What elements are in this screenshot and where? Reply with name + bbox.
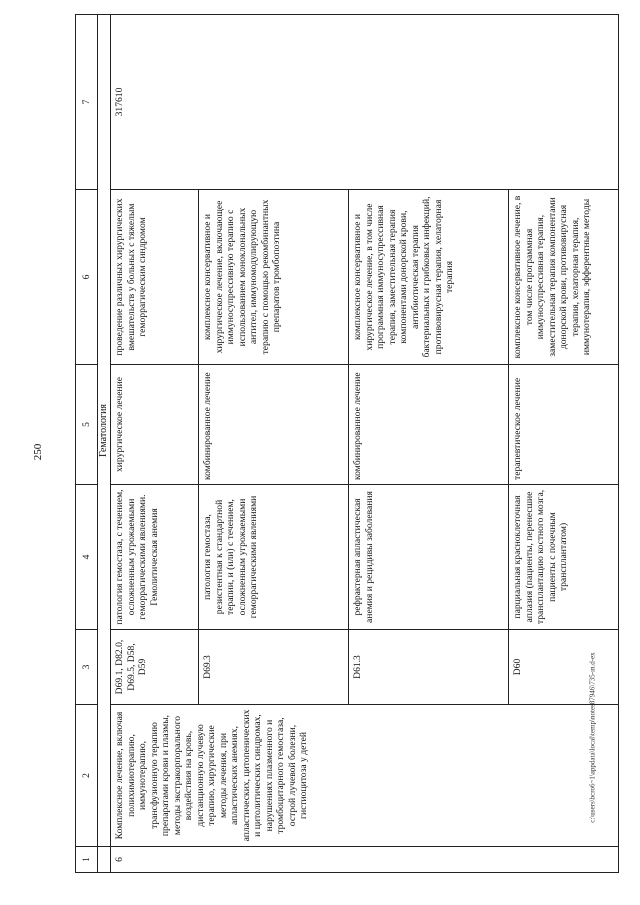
column-header: 4 [76,485,98,630]
column-header: 2 [76,705,98,847]
document-body [75,15,615,873]
diagnosis-codes: D69.3 [199,630,349,705]
section-title: Гематология [98,15,111,847]
column-header: 1 [76,847,98,873]
treatment-type: комбинированное лечение [349,365,509,485]
patient-model: патология гемостаза, с течением, осложненным угрожаемыми геморрагическими явлениями. Гемолитическая анемия [111,485,199,630]
column-header: 3 [76,630,98,705]
treatment-type: хирургическое лечение [111,365,199,485]
patient-model: рефрактерная апластическая анемия и рецидивы заболевания [349,485,509,630]
norm-price: 317610 [111,15,619,190]
treatment-method: комплексное консервативное и хирургическое лечение, включающее иммуносупрессивную терапию с использованием моноклональных антител, иммуномодулирующую терапию с помощью рекомбинантных препаратов тромбопоэтина [199,190,349,365]
care-type-name: Комплексное лечение, включая полихимиотерапию, иммунотерапию, трансфузионную терапию препаратами крови и плазмы, методы экстракорпорального воздействия на кровь, дистанционную лучевую терапию, хирургические методы лечения, при апластических анемиях, апластических, цитопенических и цитолитических синдромах, нарушениях плазменного и тромбоцитарного гемостаза, острой лучевой болезни, гистиоцитоза у детей [111,705,619,847]
footer-file-path: c:\users\bcro6~1\appdata\local\temp\notes87946\735-ın.d-ex [588,652,597,823]
treatment-method: комплексное консервативное и хирургическое лечение, в том числе программная иммуносупрессивная терапия, заместительная терапия компонентами донорской крови, антибиотическая терапия бактериальных и грибковых инфекций, противовирусная терапия, хелаторная терапия [349,190,509,365]
column-header-row [76,15,98,873]
rotated-page [75,15,615,873]
diagnosis-codes: D60 [509,630,619,705]
page-number: 250 [32,443,44,461]
patient-model: парциальная красноклеточная аплазия (пациенты, перенесшие трансплантацию костного мозга, пациенты с почечным трансплантатом) [509,485,619,630]
medical-care-table [75,14,619,873]
column-header: 6 [76,190,98,365]
treatment-type: терапевтическое лечение [509,365,619,485]
patient-model: патология гемостаза, резистентная к стандартной терапии, и (или) с течением, осложненным угрожаемыми геморрагическими явлениями [199,485,349,630]
column-header: 5 [76,365,98,485]
section-row [98,15,111,873]
treatment-method: проведение различных хирургических вмешательств у больных с тяжелым геморрагическим синдромом [111,190,199,365]
table-row [111,15,199,873]
diagnosis-codes: D61.3 [349,630,509,705]
column-header: 7 [76,15,98,190]
treatment-type: комбинированное лечение [199,365,349,485]
group-number: 6 [111,847,619,873]
diagnosis-codes: D69.1, D82.0, D69.5, D58, D59 [111,630,199,705]
treatment-method: комплексное консервативное лечение, в том числе программная иммуносупрессивная терапия, заместительная терапия компонентами донорской крови, противовирусная терапия, хелаторная терапия, иммунотерапия, эфферентные методы [509,190,619,365]
